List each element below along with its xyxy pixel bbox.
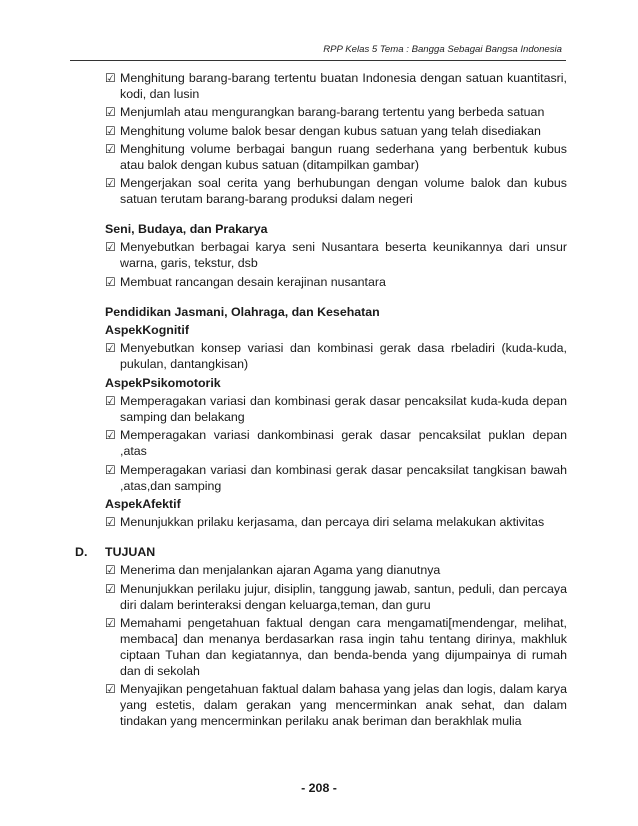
page-number: - 208 - <box>301 781 337 795</box>
list-item <box>105 239 567 271</box>
header-rule <box>70 60 566 61</box>
list-item <box>105 141 567 173</box>
list-item <box>105 427 567 459</box>
sbdp-section <box>105 221 567 290</box>
section-heading: Seni, Budaya, dan Prakarya <box>105 222 268 237</box>
list-item <box>105 514 567 530</box>
subsection-heading: AspekKognitif <box>105 323 189 338</box>
list-item-text: Menyajikan pengetahuan faktual dalam bahasa yang jelas dan logis, dalam karya yang estetis, dalam gerakan yang mencerminkan anak sehat, dan dalam tindakan yang mencerminkan perilaku anak beriman dan berakhlak mulia <box>120 682 567 729</box>
list-item-text: Menghitung volume balok besar dengan kubus satuan yang telah disediakan <box>120 123 541 138</box>
list-item <box>105 462 567 494</box>
checkbox-icon: ☑ <box>105 240 116 255</box>
list-item <box>105 175 567 207</box>
list-item <box>105 70 567 102</box>
checkbox-icon: ☑ <box>105 581 116 596</box>
checkbox-icon: ☑ <box>105 105 116 120</box>
checkbox-icon: ☑ <box>105 428 116 443</box>
list-item-text: Mengerjakan soal cerita yang berhubungan dengan volume balok dan kubus satuan terutam barang-barang produksi dalam negeri <box>120 176 567 207</box>
tujuan-list <box>105 562 567 729</box>
checkbox-icon: ☑ <box>105 176 116 191</box>
list-item <box>105 104 567 120</box>
list-item-text: Menghitung barang-barang tertentu buatan Indonesia dengan satuan kuantitasri, kodi, dan lusin <box>120 71 567 101</box>
checkbox-icon: ☑ <box>105 563 116 578</box>
matematika-list <box>105 70 567 207</box>
checkbox-icon: ☑ <box>105 616 116 631</box>
list-item-text: Menerima dan menjalankan ajaran Agama yang dianutnya <box>120 563 441 578</box>
list-item-text: Memperagakan variasi dankombinasi gerak dasar pencaksilat puklan depan ,atas <box>120 428 567 459</box>
checkbox-icon: ☑ <box>105 141 116 156</box>
list-item-text: Memperagakan variasi dan kombinasi gerak dasar pencaksilat tangkisan bawah ,atas,dan samping <box>120 462 567 493</box>
pjok-section <box>105 304 567 530</box>
checkbox-icon: ☑ <box>105 123 116 138</box>
list-item-text: Memahami pengetahuan faktual dengan cara mengamati[mendengar, melihat, membaca] dan menanya berdasarkan rasa ingin tahu tentang dirinya, makhluk ciptaan Tuhan dan kegiatannya, dan benda-benda yang dijumpainya di rumah dan di sekolah <box>120 616 567 679</box>
list-item <box>105 581 567 613</box>
section-title: TUJUAN <box>105 545 156 560</box>
list-item <box>105 393 567 425</box>
checkbox-icon: ☑ <box>105 682 116 697</box>
section-heading: Pendidikan Jasmani, Olahraga, dan Kesehatan <box>105 304 380 319</box>
running-header: RPP Kelas 5 Tema : Bangga Sebagai Bangsa Indonesia <box>323 44 562 55</box>
list-item-text: Menjumlah atau mengurangkan barang-barang tertentu yang berbeda satuan <box>120 105 545 120</box>
page-content <box>75 70 567 732</box>
subsection-heading: AspekAfektif <box>105 496 181 511</box>
list-item <box>105 615 567 679</box>
checkbox-icon: ☑ <box>105 462 116 477</box>
list-item-text: Menghitung volume berbagai bangun ruang sederhana yang berbentuk kubus atau balok dengan kubus satuan (ditampilkan gambar) <box>120 141 567 172</box>
checkbox-icon: ☑ <box>105 274 116 289</box>
list-item-text: Memperagakan variasi dan kombinasi gerak dasar pencaksilat kuda-kuda depan samping dan belakang <box>120 393 567 424</box>
list-item-text: Membuat rancangan desain kerajinan nusantara <box>120 274 386 289</box>
section-letter: D. <box>75 545 88 560</box>
checkbox-icon: ☑ <box>105 341 116 356</box>
checkbox-icon: ☑ <box>105 393 116 408</box>
list-item-text: Menunjukkan perilaku jujur, disiplin, tanggung jawab, santun, peduli, dan percaya diri dalam berinteraksi dengan keluarga,teman, dan guru <box>120 581 567 612</box>
checkbox-icon: ☑ <box>105 515 116 530</box>
list-item <box>105 562 567 578</box>
list-item <box>105 340 567 372</box>
list-item-text: Menyebutkan berbagai karya seni Nusantara beserta keunikannya dari unsur warna, garis, tekstur, dsb <box>120 240 567 271</box>
list-item-text: Menyebutkan konsep variasi dan kombinasi gerak dasa rbeladiri (kuda-kuda, pukulan, dantangkisan) <box>120 341 567 372</box>
list-item <box>105 123 567 139</box>
subsection-heading: AspekPsikomotorik <box>105 375 221 390</box>
checkbox-icon: ☑ <box>105 71 116 85</box>
list-item <box>105 681 567 729</box>
list-item <box>105 274 567 290</box>
list-item-text: Menunjukkan prilaku kerjasama, dan percaya diri selama melakukan aktivitas <box>120 515 545 530</box>
tujuan-heading <box>75 544 567 560</box>
